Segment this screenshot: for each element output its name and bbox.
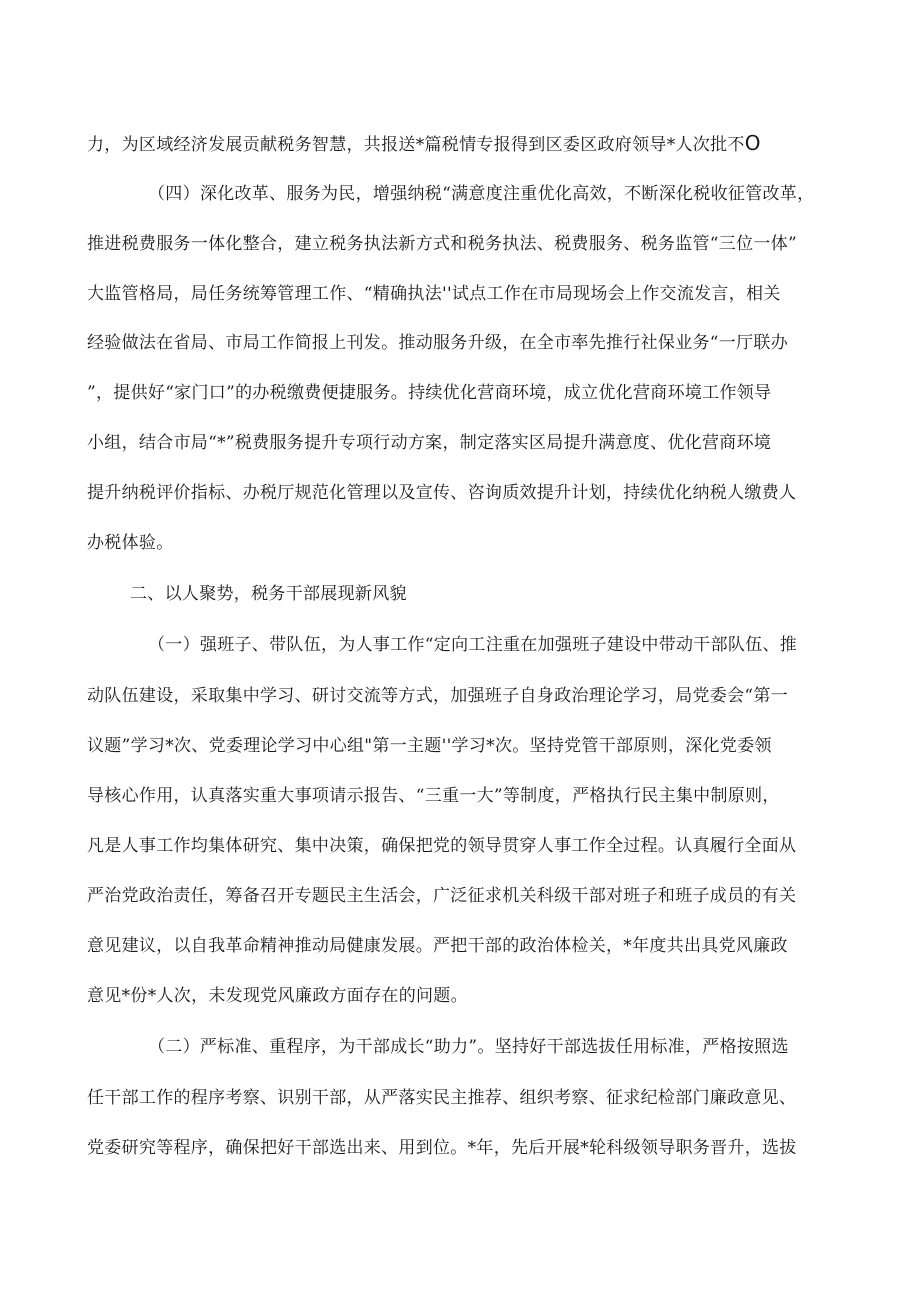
paragraph-line: 小组，结合市局“*”税费服务提升专项行动方案，制定落实区局提升满意度、优化营商环境 [87, 433, 772, 453]
paragraph-line: 提升纳税评价指标、办税厅规范化管理以及宣传、咨询质效提升计划，持续优化纳税人缴费人 [87, 483, 797, 503]
paragraph-line: （四）深化改革、服务为民，增强纳税“满意度注重优化高效，不断深化税收征管改革， [148, 184, 815, 204]
paragraph-line: 办税体验。 [87, 533, 174, 553]
trailing-glyph: O [744, 131, 761, 155]
paragraph-line: 经验做法在省局、市局工作简报上刊发。推动服务升级，在全市率先推行社保业务“一厅联办 [87, 333, 788, 353]
paragraph-line: 力，为区域经济发展贡献税务智慧，共报送*篇税情专报得到区委区政府领导*人次批不O [87, 131, 761, 155]
paragraph-line: 任干部工作的程序考察、识别干部，从严落实民主推荐、组织考察、征求纪检部门廉政意见、 [87, 1088, 797, 1108]
paragraph-line: （一）强班子、带队伍，为人事工作“定向工注重在加强班子建设中带动干部队伍、推 [148, 635, 798, 655]
paragraph-line: 凡是人事工作均集体研究、集中决策，确保把党的领导贯穿人事工作全过程。认真履行全面从 [87, 836, 797, 856]
paragraph-line: ”，提供好“家门口”的办税缴费便捷服务。持续优化营商环境，成立优化营商环境工作领导 [87, 383, 772, 403]
paragraph-line: 党委研究等程序，确保把好干部选出来、用到位。*年，先后开展*轮科级领导职务晋升，选拔 [87, 1138, 797, 1158]
paragraph-line: 严治党政治责任，筹备召开专题民主生活会，广泛征求机关科级干部对班子和班子成员的有关 [87, 886, 797, 906]
paragraph-line: 推进税费服务一体化整合，建立税务执法新方式和税务执法、税费服务、税务监管“三位一体” [87, 234, 797, 254]
paragraph-line: 意见建议，以自我革命精神推动局健康发展。严把干部的政治体检关，*年度共出具党风廉政 [87, 936, 788, 956]
section-heading: 二、以人聚势，税务干部展现新风貌 [130, 584, 407, 604]
paragraph-line: 大监管格局，局任务统筹管理工作、“精确执法''试点工作在市局现场会上作交流发言，相关 [87, 284, 781, 304]
paragraph-line: （二）严标准、重程序，为干部成长“助力”。坚持好干部选拔任用标准，严格按照选 [148, 1037, 789, 1057]
paragraph-line: 动队伍建设，采取集中学习、研讨交流等方式，加强班子自身政治理论学习，局党委会“第一 [87, 686, 788, 706]
paragraph-line: 意见*份*人次，未发现党风廉政方面存在的问题。 [87, 986, 468, 1006]
paragraph-line: 导核心作用，认真落实重大事项请示报告、“三重一大”等制度，严格执行民主集中制原则， [87, 786, 780, 806]
paragraph-line: 议题”学习*次、党委理论学习中心组"第一主题''学习*次。坚持党管干部原则，深化党委领 [87, 736, 772, 756]
